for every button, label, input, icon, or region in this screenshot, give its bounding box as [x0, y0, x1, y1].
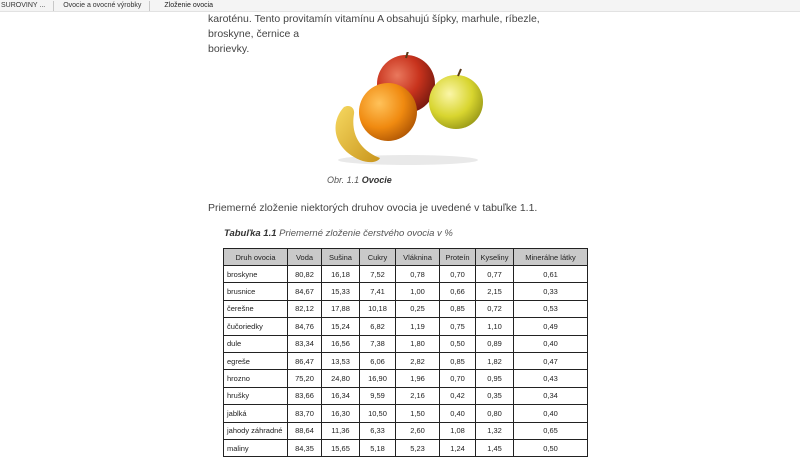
value-cell: 83,70 [288, 405, 322, 422]
col-header-druh: Druh ovocia [224, 249, 288, 266]
value-cell: 0,42 [440, 387, 476, 404]
value-cell: 80,82 [288, 266, 322, 283]
value-cell: 0,50 [514, 439, 588, 456]
value-cell: 1,19 [396, 318, 440, 335]
value-cell: 0,49 [514, 318, 588, 335]
col-header-mineralne: Minerálne látky [514, 249, 588, 266]
fruit-name-cell: čučoriedky [224, 318, 288, 335]
col-header-cukry: Cukry [360, 249, 396, 266]
figure-caption-title: Ovocie [361, 175, 392, 185]
value-cell: 1,45 [476, 439, 514, 456]
value-cell: 16,30 [322, 405, 360, 422]
fruit-name-cell: egreše [224, 352, 288, 369]
value-cell: 0,35 [476, 387, 514, 404]
table-header [224, 249, 588, 266]
col-header-susina: Sušina [322, 249, 360, 266]
value-cell: 82,12 [288, 300, 322, 317]
value-cell: 0,34 [514, 387, 588, 404]
value-cell: 0,25 [396, 300, 440, 317]
value-cell: 84,35 [288, 439, 322, 456]
figure-caption-prefix: Obr. 1.1 [327, 175, 360, 185]
value-cell: 0,89 [476, 335, 514, 352]
fruit-name-cell: broskyne [224, 266, 288, 283]
table-caption-text: Priemerné zloženie čerstvého ovocia v % [279, 228, 453, 239]
value-cell: 13,53 [322, 352, 360, 369]
value-cell: 2,15 [476, 283, 514, 300]
value-cell: 5,23 [396, 439, 440, 456]
value-cell: 0,50 [440, 335, 476, 352]
col-header-voda: Voda [288, 249, 322, 266]
value-cell: 88,64 [288, 422, 322, 439]
value-cell: 0,40 [440, 405, 476, 422]
paragraph: Priemerné zloženie niektorých druhov ovocia je uvedené v tabuľke 1.1. [208, 202, 538, 214]
value-cell: 5,18 [360, 439, 396, 456]
value-cell: 2,60 [396, 422, 440, 439]
value-cell: 0,72 [476, 300, 514, 317]
value-cell: 1,00 [396, 283, 440, 300]
col-header-kyseliny: Kyseliny [476, 249, 514, 266]
value-cell: 0,40 [514, 335, 588, 352]
table-header-row [224, 249, 588, 266]
value-cell: 0,80 [476, 405, 514, 422]
intro-text [208, 12, 588, 57]
value-cell: 0,47 [514, 352, 588, 369]
fruit-name-cell: čerešne [224, 300, 288, 317]
value-cell: 6,06 [360, 352, 396, 369]
intro-line: karoténu. Tento provitamín vitamínu A obsahujú šípky, marhule, ríbezle, broskyne, černice a [208, 13, 540, 40]
value-cell: 0,33 [514, 283, 588, 300]
value-cell: 15,33 [322, 283, 360, 300]
figure-caption [327, 175, 392, 185]
value-cell: 0,75 [440, 318, 476, 335]
value-cell: 15,24 [322, 318, 360, 335]
value-cell: 6,82 [360, 318, 396, 335]
value-cell: 1,82 [476, 352, 514, 369]
fruit-composition-table [223, 248, 588, 457]
value-cell: 0,77 [476, 266, 514, 283]
value-cell: 83,66 [288, 387, 322, 404]
value-cell: 0,95 [476, 370, 514, 387]
value-cell: 16,56 [322, 335, 360, 352]
value-cell: 1,96 [396, 370, 440, 387]
fruit-name-cell: dule [224, 335, 288, 352]
table-row [224, 387, 588, 404]
value-cell: 7,52 [360, 266, 396, 283]
breadcrumb-item-suroviny[interactable]: SUROVINY ... [0, 0, 54, 12]
fruit-name-cell: hrušky [224, 387, 288, 404]
value-cell: 0,53 [514, 300, 588, 317]
table-caption-label: Tabuľka 1.1 [224, 228, 277, 239]
table-row [224, 370, 588, 387]
table-body [224, 266, 588, 457]
value-cell: 75,20 [288, 370, 322, 387]
value-cell: 1,08 [440, 422, 476, 439]
breadcrumb-item-current[interactable]: Zloženie ovocia [164, 2, 214, 9]
green-apple-icon [429, 75, 483, 129]
table-row [224, 266, 588, 283]
value-cell: 0,85 [440, 300, 476, 317]
table-row [224, 422, 588, 439]
col-header-protein: Proteín [440, 249, 476, 266]
table-row [224, 283, 588, 300]
table-row [224, 335, 588, 352]
fruit-name-cell: maliny [224, 439, 288, 456]
value-cell: 2,16 [396, 387, 440, 404]
value-cell: 1,24 [440, 439, 476, 456]
value-cell: 10,18 [360, 300, 396, 317]
table-row [224, 405, 588, 422]
breadcrumb [0, 0, 800, 12]
value-cell: 84,67 [288, 283, 322, 300]
value-cell: 0,40 [514, 405, 588, 422]
value-cell: 16,18 [322, 266, 360, 283]
value-cell: 86,47 [288, 352, 322, 369]
value-cell: 1,32 [476, 422, 514, 439]
table-caption [224, 228, 453, 239]
value-cell: 0,85 [440, 352, 476, 369]
col-header-vlaknina: Vláknina [396, 249, 440, 266]
value-cell: 10,50 [360, 405, 396, 422]
value-cell: 0,70 [440, 266, 476, 283]
value-cell: 15,65 [322, 439, 360, 456]
orange-icon [359, 83, 417, 141]
table-row [224, 318, 588, 335]
intro-line: borievky. [208, 43, 250, 55]
value-cell: 16,90 [360, 370, 396, 387]
value-cell: 0,65 [514, 422, 588, 439]
fruit-name-cell: jahody záhradné [224, 422, 288, 439]
value-cell: 0,70 [440, 370, 476, 387]
value-cell: 0,66 [440, 283, 476, 300]
value-cell: 0,61 [514, 266, 588, 283]
value-cell: 9,59 [360, 387, 396, 404]
value-cell: 2,82 [396, 352, 440, 369]
fruit-name-cell: jablká [224, 405, 288, 422]
value-cell: 7,38 [360, 335, 396, 352]
value-cell: 6,33 [360, 422, 396, 439]
table-row [224, 439, 588, 456]
breadcrumb-item-ovocie[interactable]: Ovocie a ovocné výrobky [54, 0, 150, 12]
value-cell: 0,78 [396, 266, 440, 283]
fruit-name-cell: brusnice [224, 283, 288, 300]
value-cell: 1,10 [476, 318, 514, 335]
value-cell: 1,80 [396, 335, 440, 352]
value-cell: 7,41 [360, 283, 396, 300]
value-cell: 17,88 [322, 300, 360, 317]
fruit-illustration [320, 52, 490, 167]
value-cell: 83,34 [288, 335, 322, 352]
value-cell: 16,34 [322, 387, 360, 404]
value-cell: 24,80 [322, 370, 360, 387]
value-cell: 84,76 [288, 318, 322, 335]
value-cell: 1,50 [396, 405, 440, 422]
value-cell: 0,43 [514, 370, 588, 387]
table-row [224, 300, 588, 317]
table-row [224, 352, 588, 369]
value-cell: 11,36 [322, 422, 360, 439]
fruit-name-cell: hrozno [224, 370, 288, 387]
